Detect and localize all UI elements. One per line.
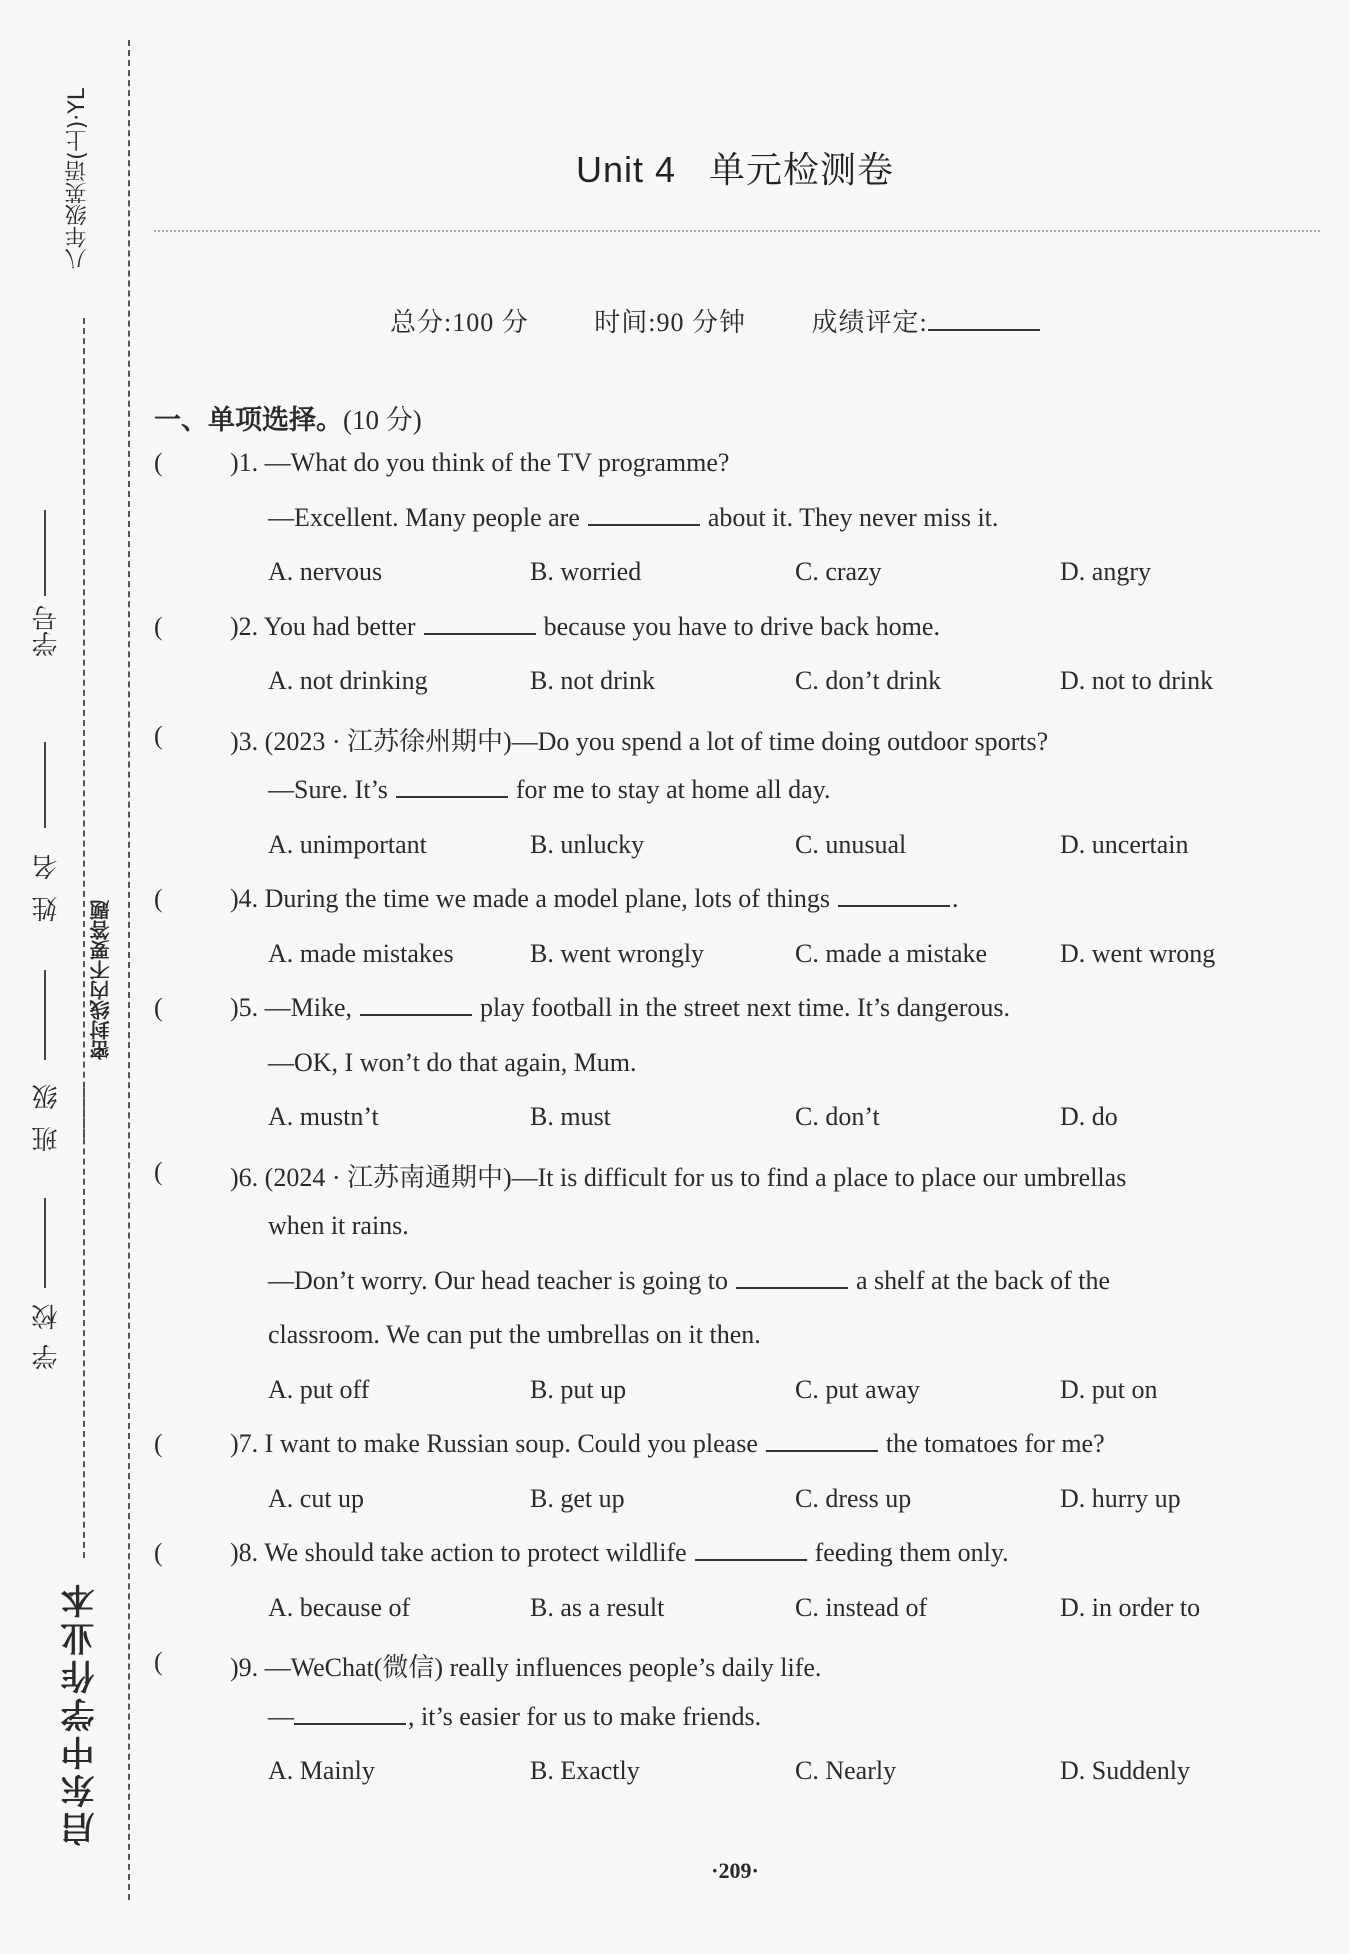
option[interactable]: C. unusual	[795, 829, 907, 859]
question-line	[268, 503, 998, 533]
question-stem	[230, 1538, 1009, 1568]
line-text: —Don’t worry. Our head teacher is going to	[268, 1265, 728, 1295]
line-text: feeding them only.	[814, 1538, 1009, 1567]
option[interactable]: D. Suddenly	[1060, 1756, 1190, 1785]
option[interactable]: A. because of	[268, 1592, 411, 1622]
option[interactable]: D. went wrong	[1060, 938, 1216, 968]
question-line	[268, 775, 830, 805]
question-line	[268, 1702, 761, 1732]
option[interactable]: D. in order to	[1060, 1592, 1201, 1622]
total-score: 总分:100 分	[390, 308, 529, 337]
line-text: —OK, I won’t do that again, Mum.	[268, 1047, 637, 1077]
binding-strip	[0, 0, 135, 1954]
option[interactable]: C. don’t drink	[795, 666, 942, 695]
line-text: .	[952, 884, 959, 913]
question-line	[268, 1266, 1110, 1296]
line-text: about it. They never miss it.	[707, 502, 999, 532]
answer-blank[interactable]	[736, 1269, 848, 1289]
answer-paren[interactable]: (	[154, 1429, 163, 1458]
student-no-label: 学号	[32, 605, 62, 657]
class-label: 班级	[32, 1068, 62, 1152]
option[interactable]: B. must	[530, 1102, 611, 1131]
option[interactable]: D. uncertain	[1060, 829, 1189, 859]
answer-paren[interactable]: (	[154, 884, 163, 913]
option[interactable]: C. instead of	[795, 1592, 928, 1622]
question-stem	[230, 448, 729, 478]
page-title: Unit 4 单元检测卷	[575, 149, 895, 190]
option[interactable]: D. angry	[1060, 557, 1151, 586]
answer-paren[interactable]: (	[154, 993, 163, 1022]
line-text: )2. You had better	[230, 611, 416, 641]
question-stem	[230, 1647, 821, 1684]
answer-blank[interactable]	[838, 887, 950, 907]
line-text: because you have to drive back home.	[543, 611, 940, 641]
option[interactable]: A. unimportant	[268, 829, 427, 859]
line-text: —Excellent. Many people are	[268, 502, 580, 532]
answer-paren[interactable]: (	[154, 1647, 163, 1676]
option[interactable]: A. mustn’t	[268, 1102, 379, 1131]
option[interactable]: A. cut up	[268, 1483, 365, 1513]
grade-label: 成绩评定:	[811, 308, 928, 337]
title-divider	[154, 230, 1320, 232]
option[interactable]: B. not drink	[530, 666, 655, 695]
line-text: play football in the street next time. It’s dangerous.	[480, 993, 1011, 1022]
line-text: when it rains.	[268, 1211, 409, 1240]
answer-blank[interactable]	[695, 1541, 807, 1561]
option[interactable]: D. hurry up	[1060, 1483, 1181, 1513]
page-number: ·209·	[711, 1858, 759, 1883]
answer-blank[interactable]	[294, 1705, 406, 1725]
line-text: )8. We should take action to protect wildlife	[230, 1538, 687, 1567]
grade-blank[interactable]	[928, 309, 1040, 331]
answer-paren[interactable]: (	[154, 1156, 163, 1186]
option[interactable]: B. worried	[530, 557, 642, 586]
line-text: —	[268, 1701, 294, 1731]
question-stem	[230, 721, 1048, 758]
line-text: )5. —Mike,	[230, 993, 353, 1022]
publisher-name: 启东中学作业本	[61, 1580, 101, 1846]
answer-blank[interactable]	[396, 778, 508, 798]
answer-paren[interactable]: (	[154, 1538, 163, 1567]
line-text: )9. —WeChat(微信) really influences people’s daily life.	[230, 1653, 822, 1682]
line-text: —Sure. It’s	[268, 775, 388, 804]
option[interactable]: C. put away	[795, 1374, 920, 1404]
line-text: )4. During the time we made a model plane, lots of things	[230, 884, 831, 913]
option[interactable]: D. do	[1060, 1102, 1118, 1131]
answer-blank[interactable]	[766, 1432, 878, 1452]
option[interactable]: B. as a result	[530, 1592, 665, 1622]
answer-blank[interactable]	[588, 506, 700, 526]
line-text: , it’s easier for us to make friends.	[408, 1701, 762, 1731]
section-heading: 一、单项选择。(10 分)	[154, 405, 422, 436]
line-text: )1. —What do you think of the TV programme?	[230, 448, 730, 477]
question-stem	[230, 884, 959, 914]
option[interactable]: C. crazy	[795, 557, 882, 586]
answer-paren[interactable]: (	[154, 720, 163, 750]
option[interactable]: C. Nearly	[795, 1756, 897, 1785]
school-blank[interactable]	[44, 1198, 46, 1288]
question-stem	[230, 1429, 1105, 1459]
exam-meta	[390, 302, 1040, 339]
option[interactable]: B. unlucky	[530, 829, 645, 859]
question-line	[268, 1320, 761, 1350]
answer-paren[interactable]: (	[154, 448, 163, 477]
option[interactable]: C. made a mistake	[795, 938, 988, 968]
line-text: for me to stay at home all day.	[515, 775, 831, 804]
option[interactable]: A. Mainly	[268, 1756, 375, 1785]
option[interactable]: C. don’t	[795, 1102, 880, 1131]
answer-paren[interactable]: (	[154, 611, 163, 641]
option[interactable]: B. went wrongly	[530, 938, 705, 968]
line-text: )6. (2024 · 江苏南通期中)—It is difficult for us to find a place to place our umbrellas	[230, 1162, 1127, 1192]
answer-blank[interactable]	[360, 996, 472, 1016]
seal-notice: 密封线内不要答题	[89, 900, 113, 1060]
question-line	[268, 1211, 409, 1241]
option[interactable]: B. get up	[530, 1483, 625, 1513]
option[interactable]: C. dress up	[795, 1483, 912, 1513]
option[interactable]: A. made mistakes	[268, 938, 454, 968]
option[interactable]: A. not drinking	[268, 666, 428, 695]
student-no-blank[interactable]	[44, 510, 46, 596]
line-text: classroom. We can put the umbrellas on it then.	[268, 1320, 761, 1349]
name-blank[interactable]	[44, 742, 46, 828]
question-stem	[230, 612, 940, 642]
option[interactable]: B. put up	[530, 1374, 627, 1404]
option[interactable]: D. not to drink	[1060, 666, 1214, 695]
option[interactable]: B. Exactly	[530, 1756, 640, 1785]
line-text: the tomatoes for me?	[885, 1429, 1105, 1458]
line-text: )3. (2023 · 江苏徐州期中)—Do you spend a lot of time doing outdoor sports?	[230, 726, 1049, 756]
name-label: 姓名	[32, 838, 62, 922]
line-text: a shelf at the back of the	[855, 1265, 1111, 1295]
line-text: )7. I want to make Russian soup. Could you please	[230, 1429, 758, 1458]
question-stem	[230, 993, 1010, 1023]
binding-dashed-line	[128, 40, 130, 1900]
school-label: 学校	[32, 1290, 62, 1370]
book-title: 八年级英语(上)·YL	[65, 88, 90, 270]
answer-blank[interactable]	[424, 615, 536, 635]
option[interactable]: A. put off	[268, 1374, 370, 1404]
class-blank[interactable]	[44, 970, 46, 1060]
question-line	[268, 1048, 637, 1078]
option[interactable]: A. nervous	[268, 557, 383, 586]
worksheet	[150, 0, 1320, 1954]
option[interactable]: D. put on	[1060, 1374, 1158, 1404]
question-stem	[230, 1157, 1126, 1194]
inner-dashed-line-mid	[83, 1088, 85, 1558]
inner-dashed-line-top	[83, 318, 85, 1138]
exam-time: 时间:90 分钟	[594, 308, 746, 337]
